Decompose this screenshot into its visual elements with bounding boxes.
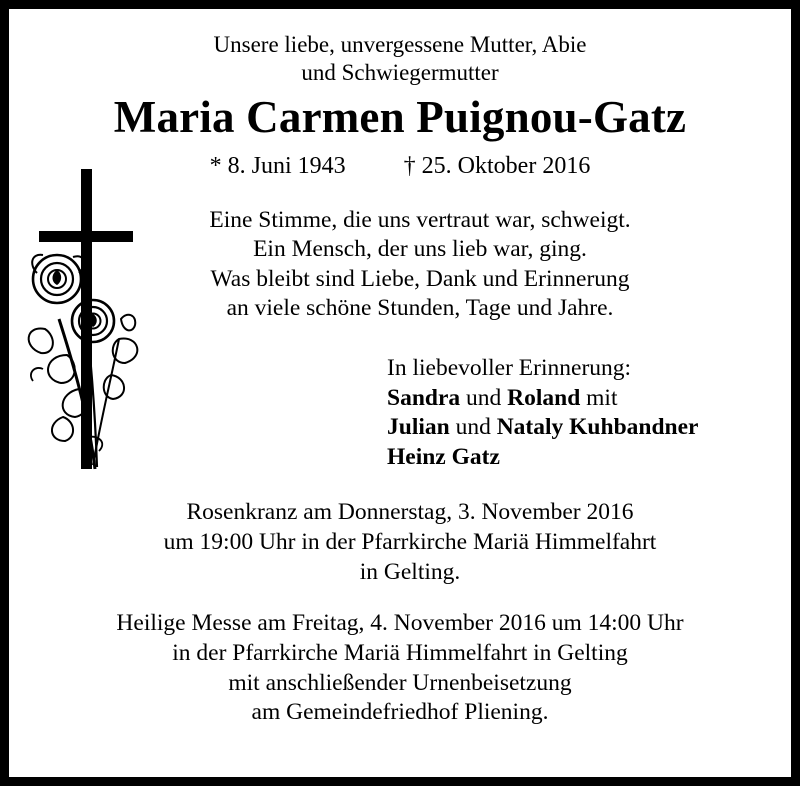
cross-with-roses-illustration — [23, 169, 158, 489]
rosary-service-info — [27, 498, 773, 587]
mourner-name-heinz: Heinz Gatz — [387, 443, 500, 470]
mourners-line-1 — [387, 384, 773, 414]
death-date: † 25. Oktober 2016 — [403, 152, 591, 179]
rosary-line-3: in Gelting. — [359, 558, 461, 585]
obituary-content — [9, 9, 791, 777]
verse-line-4: an viele schöne Stunden, Tage und Jahre. — [226, 295, 614, 322]
verse-line-2: Ein Mensch, der uns lieb war, ging. — [253, 236, 587, 263]
mass-line-2: in der Pfarrkirche Mariä Himmelfahrt in Gelting — [172, 639, 628, 666]
mourners-suffix-1: mit — [580, 384, 618, 411]
rosary-line-1: Rosenkranz am Donnerstag, 3. November 2016 — [186, 499, 634, 526]
mourners-conjunction-1: und — [460, 384, 508, 411]
intro-line-2: und Schwiegermutter — [301, 60, 499, 86]
intro-text — [27, 31, 773, 87]
verse-line-3: Was bleibt sind Liebe, Dank und Erinnerung — [210, 265, 630, 292]
mourners-line-2 — [387, 413, 773, 443]
mass-line-4: am Gemeindefriedhof Pliening. — [251, 699, 549, 726]
mourner-name-sandra: Sandra — [387, 384, 461, 411]
intro-line-1: Unsere liebe, unvergessene Mutter, Abie — [213, 32, 587, 57]
mass-line-1: Heilige Messe am Freitag, 4. November 2016 um 14:00 Uhr — [116, 610, 684, 637]
verse-line-1: Eine Stimme, die uns vertraut war, schweigt. — [209, 206, 631, 233]
mass-service-info — [27, 609, 773, 727]
mourner-name-roland: Roland — [507, 384, 581, 411]
mourner-name-nataly: Nataly Kuhbandner — [496, 414, 699, 441]
birth-date: * 8. Juni 1943 — [209, 152, 346, 179]
mourners-conjunction-2: und — [449, 414, 497, 441]
mass-line-3: mit anschließender Urnenbeisetzung — [228, 669, 572, 696]
mourner-name-julian: Julian — [387, 414, 450, 441]
mourners-heading: In liebevoller Erinnerung: — [387, 355, 632, 382]
deceased-name: Maria Carmen Puignou-Gatz — [113, 92, 687, 143]
rosary-line-2: um 19:00 Uhr in der Pfarrkirche Mariä Himmelfahrt — [163, 529, 657, 556]
